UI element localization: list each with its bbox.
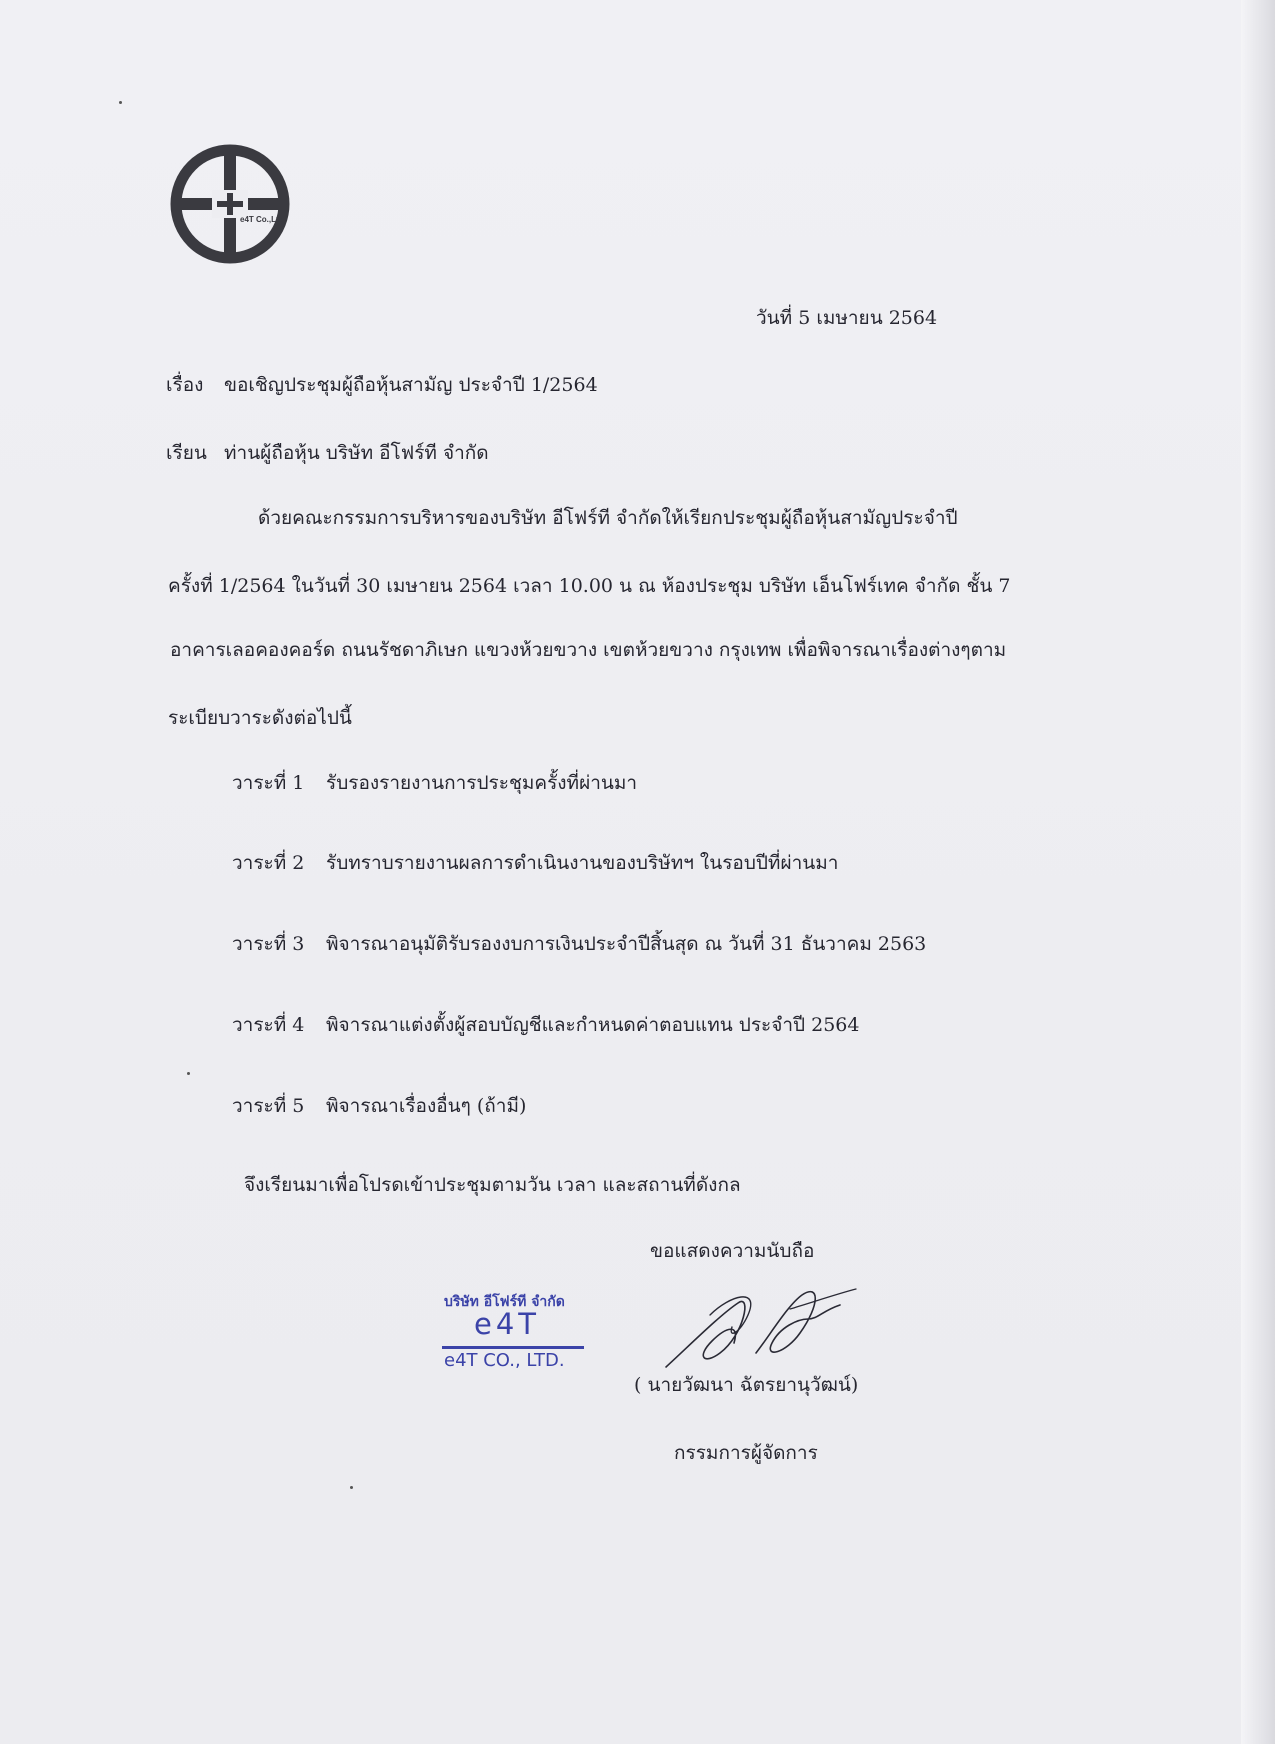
recipient-text: ท่านผู้ถือหุ้น บริษัท อีโฟร์ที จำกัด (224, 442, 489, 464)
paper-edge-shadow (1241, 0, 1275, 1744)
signatory-name: ( นายวัฒนา ฉัตรยานุวัฒน์) (634, 1374, 859, 1396)
agenda-item-text: พิจารณาเรื่องอื่นๆ (ถ้ามี) (326, 1095, 527, 1117)
stamp-company-thai: บริษัท อีโฟร์ที จำกัด (444, 1294, 565, 1310)
stamp-brand: e4T (474, 1307, 541, 1341)
scan-speck (187, 1072, 190, 1075)
company-logo (166, 140, 298, 272)
subject-label: เรื่อง (166, 374, 204, 396)
agenda-item-label: วาระที่ 2 (232, 852, 305, 874)
body-line: ระเบียบวาระดังต่อไปนี้ (168, 707, 352, 729)
agenda-item-text: รับรองรายงานการประชุมครั้งที่ผ่านมา (326, 772, 638, 794)
signatory-title: กรรมการผู้จัดการ (674, 1442, 818, 1464)
letter-date: วันที่ 5 เมษายน 2564 (756, 307, 938, 329)
logo-wordmark: e4T Co.,Ltd (240, 215, 284, 224)
agenda-item-text: พิจารณาแต่งตั้งผู้สอบบัญชีและกำหนดค่าตอบแทน ประจำปี 2564 (326, 1014, 860, 1036)
agenda-item-label: วาระที่ 3 (232, 933, 305, 955)
recipient-label: เรียน (166, 442, 207, 464)
agenda-item-text: รับทราบรายงานผลการดำเนินงานของบริษัทฯ ในรอบปีที่ผ่านมา (326, 852, 839, 874)
closing-line: จึงเรียนมาเพื่อโปรดเข้าประชุมตามวัน เวลา และสถานที่ดังกล (244, 1174, 741, 1196)
body-line: ด้วยคณะกรรมการบริหารของบริษัท อีโฟร์ที จำกัดให้เรียกประชุมผู้ถือหุ้นสามัญประจำปี (258, 507, 958, 529)
body-line: ครั้งที่ 1/2564 ในวันที่ 30 เมษายน 2564 เวลา 10.00 น ณ ห้องประชุม บริษัท เอ็นโฟร์เทค จำกัด ชั้น 7 (168, 575, 1011, 597)
agenda-item-label: วาระที่ 5 (232, 1095, 305, 1117)
subject-text: ขอเชิญประชุมผู้ถือหุ้นสามัญ ประจำปี 1/2564 (224, 374, 598, 396)
scan-speck (119, 101, 122, 104)
agenda-item-label: วาระที่ 4 (232, 1014, 305, 1036)
signature (660, 1275, 860, 1375)
stamp-divider (442, 1346, 584, 1349)
scan-speck (350, 1486, 353, 1489)
stamp-company-english: e4T CO., LTD. (444, 1350, 565, 1371)
company-stamp (438, 1287, 590, 1377)
agenda-item-text: พิจารณาอนุมัติรับรองงบการเงินประจำปีสิ้นสุด ณ วันที่ 31 ธันวาคม 2563 (326, 933, 927, 955)
body-line: อาคารเลอคองคอร์ด ถนนรัชดาภิเษก แขวงห้วยขวาง เขตห้วยขวาง กรุงเทพ เพื่อพิจารณาเรื่องต่างๆตาม (170, 639, 1007, 661)
agenda-item-label: วาระที่ 1 (232, 772, 305, 794)
valediction: ขอแสดงความนับถือ (650, 1240, 815, 1262)
